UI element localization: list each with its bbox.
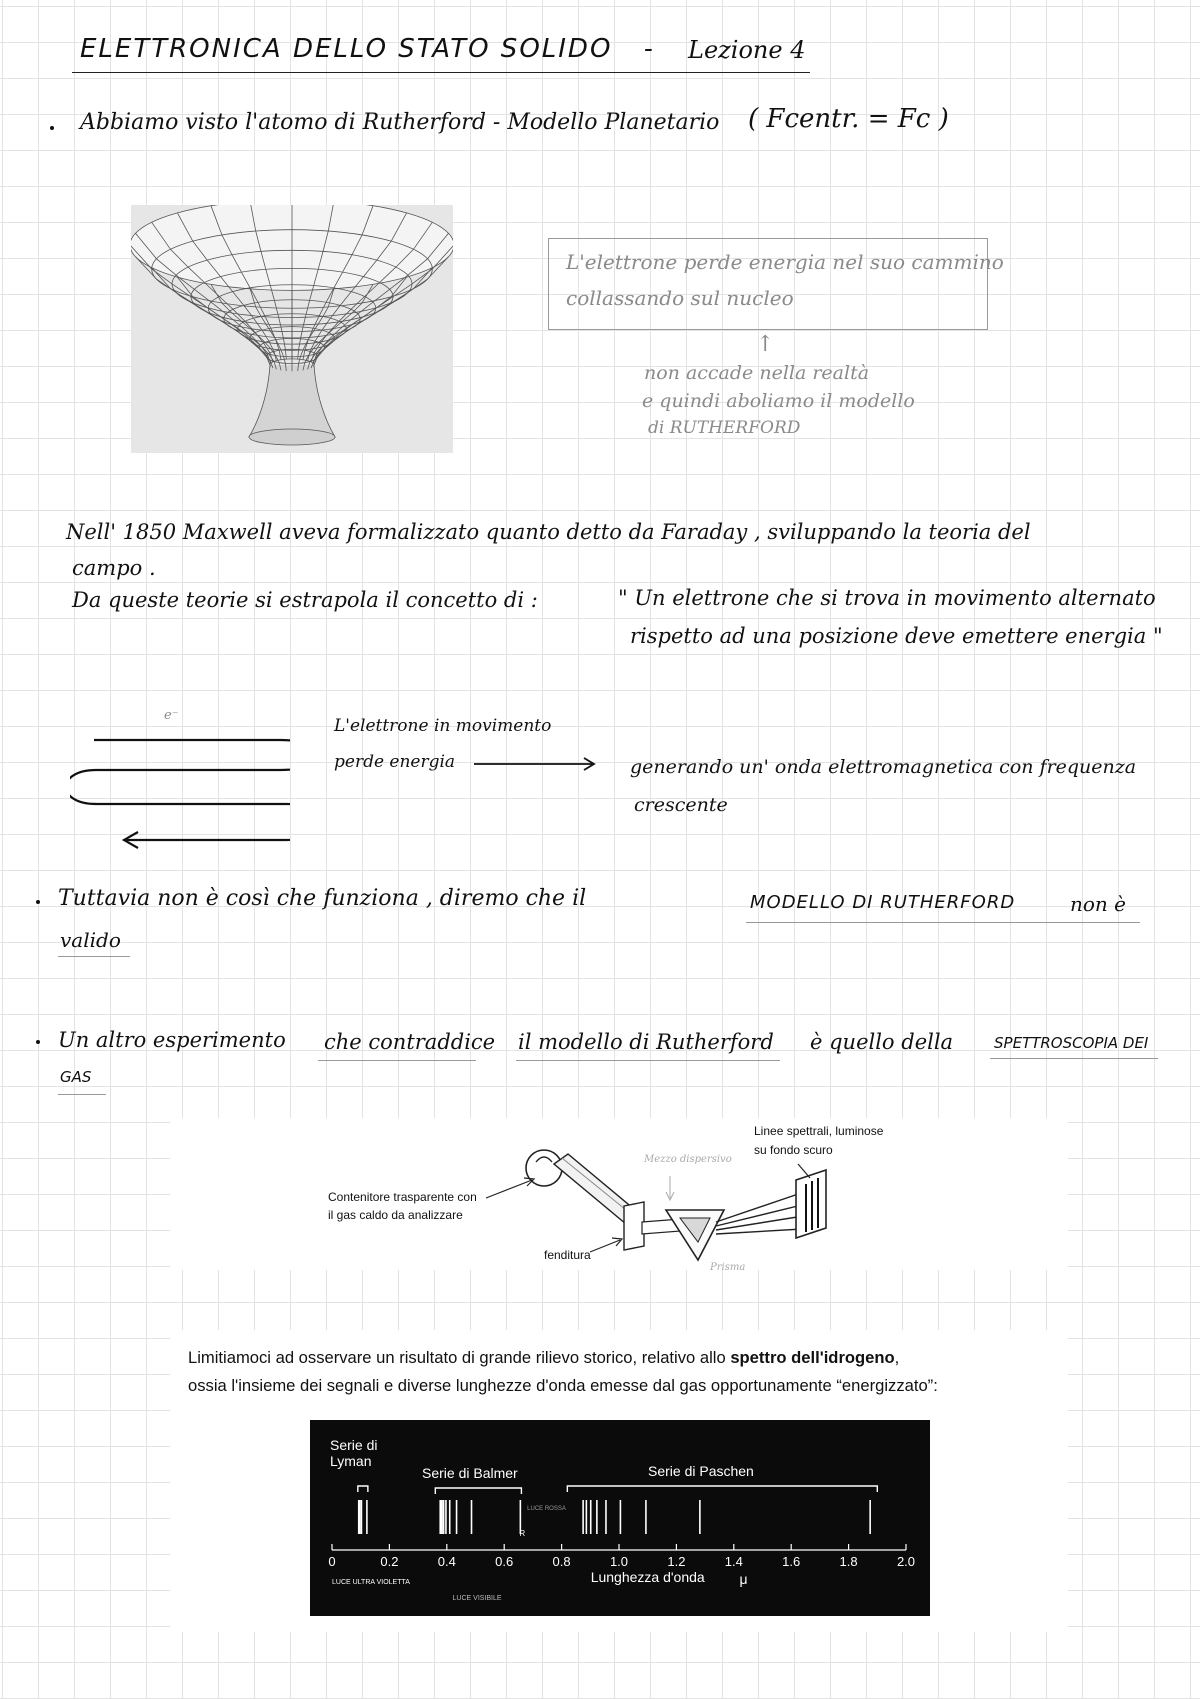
lyman-label-1: Serie di xyxy=(330,1437,378,1453)
hydrogen-paragraph-line-2: ossia l'insieme dei segnali e diverse lunghezze d'onda emesse dal gas opportunamente “energizzato”: xyxy=(188,1376,938,1395)
ir-note: LUCE ROSSA xyxy=(527,1506,566,1512)
balmer-label: Serie di Balmer xyxy=(422,1465,518,1481)
lines-label-1: Linee spettrali, luminose xyxy=(754,1124,884,1138)
highlight-underline xyxy=(746,922,1066,923)
lesson-label: Lezione 4 xyxy=(688,36,806,64)
lyman-bracket xyxy=(358,1486,368,1492)
bullet-2 xyxy=(36,900,40,904)
page-title: ELETTRONICA DELLO STATO SOLIDO xyxy=(80,34,613,64)
up-arrow-icon: ↑ xyxy=(756,332,775,357)
hydrogen-paragraph-line-1: Limitiamoci ad osservare un risultato di grande rilievo storico, relativo allo spettro dell'idrogeno, xyxy=(188,1348,900,1367)
note-box-line-2: collassando sul nucleo xyxy=(566,286,794,310)
spectroscope-diagram xyxy=(170,1118,1068,1270)
bullet3-part-1: Un altro esperimento xyxy=(58,1028,286,1052)
prism-note: Prisma xyxy=(710,1262,746,1273)
annotation-line-2: e quindi aboliamo il modello xyxy=(642,390,915,412)
lines-label-2: su fondo scuro xyxy=(754,1143,833,1157)
axis-tick-label: 0.6 xyxy=(495,1554,514,1569)
contradicts-underline xyxy=(318,1060,476,1061)
axis-title: Lunghezza d'onda xyxy=(590,1569,705,1585)
hydrogen-spectrum-bold: spettro dell'idrogeno xyxy=(730,1348,895,1367)
axis-tick-label: 0 xyxy=(328,1554,336,1569)
r-mark: R xyxy=(519,1529,526,1538)
axis-tick-label: 0.2 xyxy=(380,1554,399,1569)
sketch-result-line-2: crescente xyxy=(634,794,728,816)
tail-underline xyxy=(1066,922,1140,923)
paschen-bracket xyxy=(567,1486,877,1492)
funnel-illustration xyxy=(131,205,453,453)
axis-tick-label: 1.6 xyxy=(782,1554,801,1569)
bullet2-tail: non è xyxy=(1070,892,1126,916)
bullet2-line-1: Tuttavia non è così che funziona , diremo che il xyxy=(58,886,587,911)
axis-unit: μ xyxy=(739,1571,748,1587)
electron-label: e⁻ xyxy=(164,708,179,723)
note-box-line-1: L'elettrone perde energia nel suo cammino xyxy=(566,250,1004,274)
bullet3-part-2: che contraddice xyxy=(324,1030,496,1054)
funnel-base xyxy=(249,429,335,445)
dispersive-medium-note: Mezzo dispersivo xyxy=(644,1154,732,1165)
maxwell-line-3-left: Da queste teorie si estrapola il concetto di : xyxy=(72,588,538,612)
maxwell-line-1: Nell' 1850 Maxwell aveva formalizzato quanto detto da Faraday , sviluppando la teoria del xyxy=(66,520,1031,544)
annotation-line-1: non accade nella realtà xyxy=(644,362,870,384)
uv-note: LUCE ULTRA VIOLETTA xyxy=(332,1579,410,1586)
right-arrow-icon xyxy=(472,754,600,774)
axis-tick-label: 2.0 xyxy=(896,1554,916,1569)
sketch-note-line-2: perde energia xyxy=(334,752,456,772)
slit-label: fenditura xyxy=(544,1248,591,1262)
rutherford-model-highlight: MODELLO DI RUTHERFORD xyxy=(750,892,1016,913)
sketch-note-line-1: L'elettrone in movimento xyxy=(334,716,552,736)
hydrogen-spectrum xyxy=(310,1420,930,1616)
balmer-bracket xyxy=(435,1488,521,1494)
maxwell-line-3-right: " Un elettrone che si trova in movimento alternato xyxy=(618,586,1156,610)
axis-tick-label: 0.8 xyxy=(552,1554,571,1569)
bullet2-line-2: valido xyxy=(60,928,121,952)
bullet-3 xyxy=(36,1040,40,1044)
spectroscopy-underline xyxy=(990,1058,1158,1059)
gas-underline xyxy=(58,1094,106,1095)
valid-underline xyxy=(58,956,130,957)
axis-tick-label: 1.2 xyxy=(667,1554,686,1569)
oscillating-electron-sketch xyxy=(70,704,290,854)
container-label-2: il gas caldo da analizzare xyxy=(328,1208,463,1222)
bullet3-part-4: è quello della xyxy=(810,1030,954,1054)
header-dash: - xyxy=(644,34,653,64)
container-label-1: Contenitore trasparente con xyxy=(328,1190,477,1204)
paschen-label: Serie di Paschen xyxy=(648,1463,754,1479)
annotation-line-3: di RUTHERFORD xyxy=(648,418,801,438)
axis-tick-label: 0.4 xyxy=(437,1554,456,1569)
bullet-1 xyxy=(50,126,54,130)
bullet3-line-2: GAS xyxy=(60,1068,92,1086)
axis-tick-label: 1.0 xyxy=(609,1554,629,1569)
maxwell-line-4: rispetto ad una posizione deve emettere energia " xyxy=(630,624,1163,648)
spectroscopy-highlight: SPETTROSCOPIA DEI xyxy=(994,1034,1149,1052)
bullet3-part-3: il modello di Rutherford xyxy=(518,1030,774,1054)
sketch-result-line-1: generando un' onda elettromagnetica con frequenza xyxy=(630,756,1137,778)
rutherford-sentence: Abbiamo visto l'atomo di Rutherford - Modello Planetario xyxy=(80,110,720,135)
visible-note: LUCE VISIBILE xyxy=(452,1595,502,1602)
axis-tick-label: 1.4 xyxy=(724,1554,743,1569)
lyman-label-2: Lyman xyxy=(330,1453,372,1469)
model-underline xyxy=(516,1060,780,1061)
title-underline xyxy=(72,72,810,73)
axis-tick-label: 1.8 xyxy=(839,1554,858,1569)
maxwell-line-2: campo . xyxy=(72,556,156,580)
centripetal-formula: ( Fcentr. = Fc ) xyxy=(748,104,949,134)
